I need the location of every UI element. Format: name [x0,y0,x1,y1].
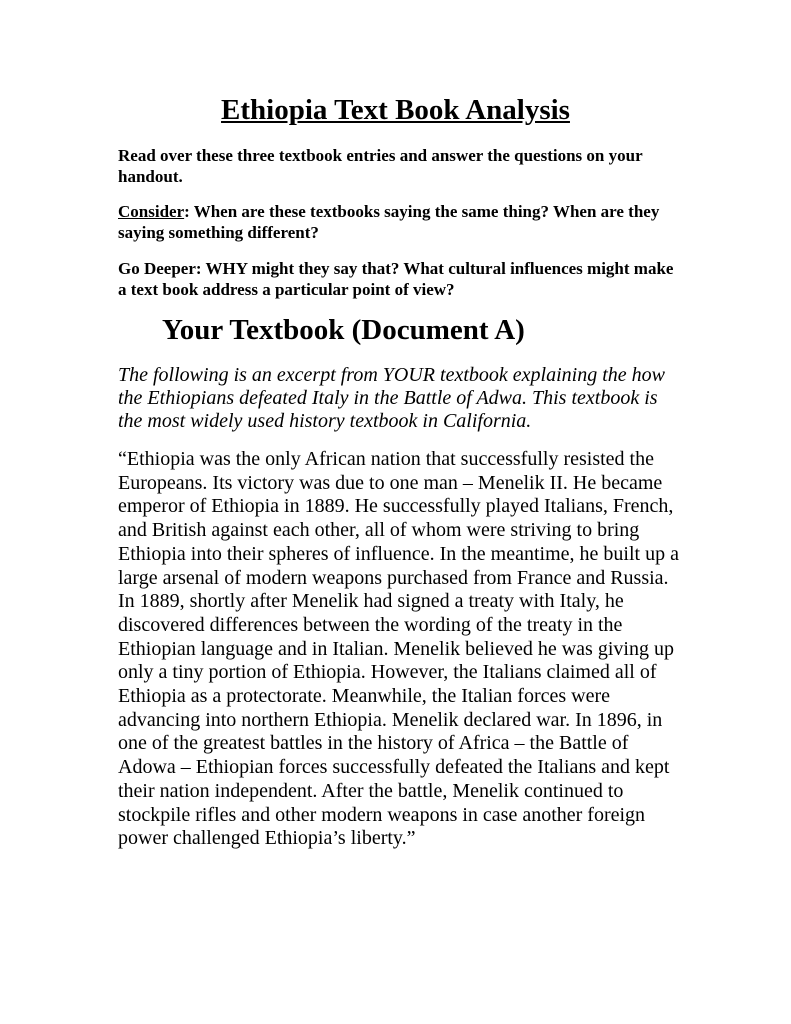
section-heading: Your Textbook (Document A) [162,314,525,346]
excerpt-introduction: The following is an excerpt from YOUR textbook explaining the how the Ethiopians defeated Italy in the Battle of Adwa. This textbook is the most widely used history textbook in California. [118,364,665,432]
consider-text: : When are these textbooks saying the same thing? When are they saying something different? [118,202,660,242]
read-instruction: Read over these three textbook entries and answer the questions on your handout. [118,146,643,186]
go-deeper-instruction: Go Deeper: WHY might they say that? What cultural influences might make a text book address a particular point of view? [118,259,674,299]
consider-label: Consider [118,202,185,221]
page-title: Ethiopia Text Book Analysis [221,94,570,126]
textbook-excerpt: “Ethiopia was the only African nation that successfully resisted the Europeans. Its victory was due to one man – Menelik II. He became emperor of Ethiopia in 1889. He successfully played Italians, French, and British against each other, all of whom were striving to bring Ethiopia into their spheres of influence. In the meantime, he built up a large arsenal of modern weapons purchased from France and Russia. In 1889, shortly after Menelik had signed a treaty with Italy, he discovered differences between the wording of the treaty in the Ethiopian language and in Italian. Menelik believed he was giving up only a tiny portion of Ethiopia. However, the Italians claimed all of Ethiopia as a protectorate. Meanwhile, the Italian forces were advancing into northern Ethiopia. Menelik declared war. In 1896, in one of the greatest battles in the history of Africa – the Battle of Adowa – Ethiopian forces successfully defeated the Italians and kept their nation independent. After the battle, Menelik continued to stockpile rifles and other modern weapons in case another foreign power challenged Ethiopia’s liberty.” [118,448,679,850]
consider-instruction [118,201,678,243]
